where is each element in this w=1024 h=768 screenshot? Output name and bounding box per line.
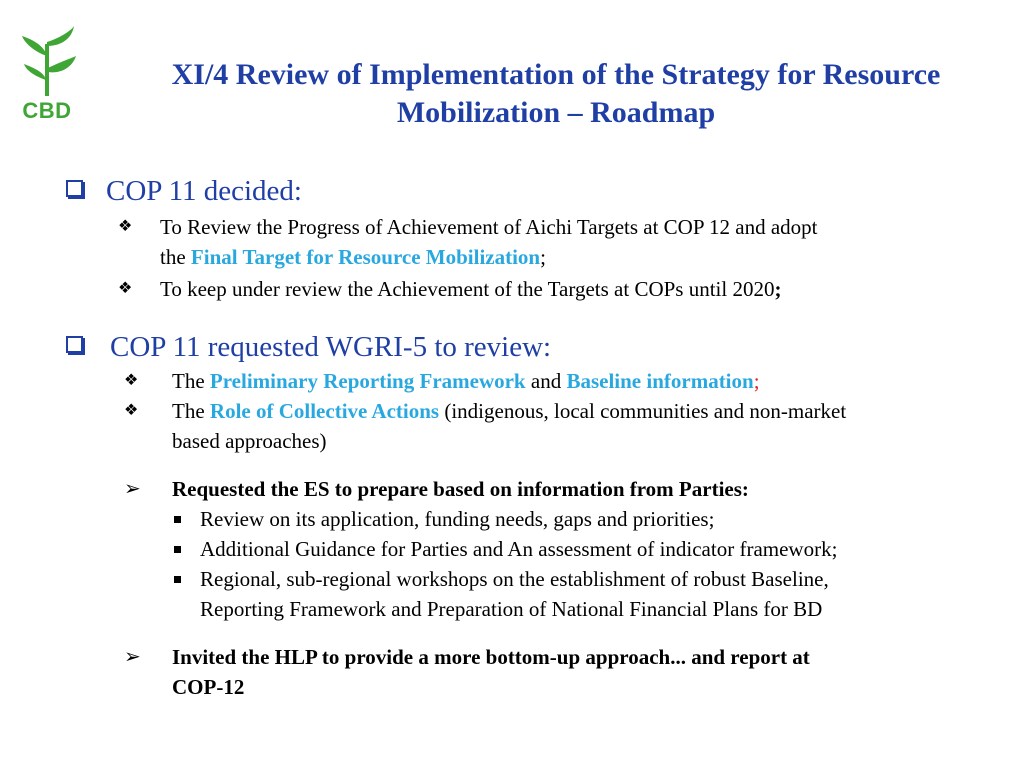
title-line-1: XI/4 Review of Implementation of the Strategy for Resource [171, 58, 941, 91]
invited-hlp-line-1: Invited the HLP to provide a more bottom-up approach... and report at [172, 645, 810, 669]
square-bullet-icon [174, 576, 181, 583]
requested-bullet-2-line-2: based approaches) [172, 429, 327, 453]
checkbox-bullet-icon [66, 180, 83, 197]
reporting-framework-highlight: Preliminary Reporting Framework [209, 369, 526, 393]
requested-bullet-2-line-1: The Role of Collective Actions (indigenous, local communities and non-market [172, 399, 847, 423]
es-item-3-line-1: Regional, sub-regional workshops on the establishment of robust Baseline, [200, 567, 829, 591]
section-heading-decided: COP 11 decided: [106, 175, 302, 207]
slide-title [100, 56, 1012, 132]
arrow-bullet-icon: ➢ [124, 646, 141, 668]
collective-actions-highlight: Role of Collective Actions [209, 399, 440, 423]
requested-bullet-1: The Preliminary Reporting Framework and Baseline information; [172, 369, 760, 393]
square-bullet-icon [174, 546, 181, 553]
diamond-bullet-icon: ❖ [118, 280, 133, 297]
title-line-2: Mobilization – Roadmap [396, 96, 716, 129]
decided-bullet-1-line-2: the Final Target for Resource Mobilization; [160, 245, 546, 269]
square-bullet-icon [174, 516, 181, 523]
requested-es-heading: Requested the ES to prepare based on information from Parties: [172, 477, 749, 501]
baseline-information-highlight: Baseline information [566, 369, 754, 393]
checkbox-bullet-icon [66, 336, 83, 353]
diamond-bullet-icon: ❖ [124, 372, 139, 389]
diamond-bullet-icon: ❖ [118, 218, 133, 235]
es-item-2: Additional Guidance for Parties and An assessment of indicator framework; [200, 537, 838, 561]
logo-text: CBD [22, 98, 72, 123]
final-target-highlight: Final Target for Resource Mobilization [190, 245, 541, 269]
diamond-bullet-icon: ❖ [124, 402, 139, 419]
arrow-bullet-icon: ➢ [124, 478, 141, 500]
es-item-3-line-2: Reporting Framework and Preparation of National Financial Plans for BD [200, 597, 823, 621]
decided-bullet-2: To keep under review the Achievement of the Targets at COPs until 2020; [160, 277, 782, 301]
section-heading-requested: COP 11 requested WGRI-5 to review: [110, 331, 552, 363]
cbd-logo [20, 26, 80, 130]
decided-bullet-1-line-1: To Review the Progress of Achievement of Aichi Targets at COP 12 and adopt [160, 215, 818, 239]
es-item-1: Review on its application, funding needs, gaps and priorities; [200, 507, 715, 531]
invited-hlp-line-2: COP-12 [172, 675, 245, 699]
sprout-icon [20, 26, 80, 98]
